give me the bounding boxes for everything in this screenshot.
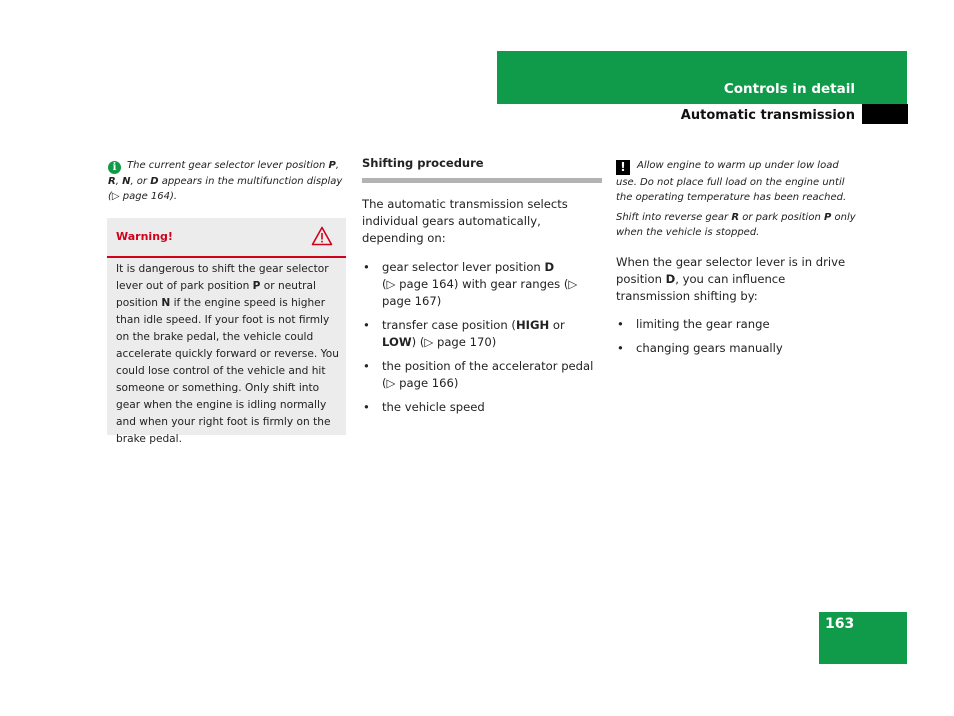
drive-text: When the gear selector lever is in drive position (616, 255, 846, 286)
caution-bold: P (823, 212, 832, 223)
list-item: • changing gears manually (616, 340, 856, 357)
list-item (362, 358, 602, 392)
caution-text: Shift into reverse gear (616, 212, 732, 223)
list-item (362, 317, 602, 351)
item-bold: LOW (382, 335, 412, 349)
item-text: ) (▷ page 170) (411, 335, 497, 349)
item-text: (▷ page 164) with gear ranges (▷ page 167) (382, 277, 578, 308)
info-icon: i (108, 161, 121, 174)
note-text: , (335, 160, 340, 171)
list-item: • limiting the gear range (616, 316, 856, 333)
page-number: 163 (825, 616, 855, 632)
warning-title: Warning! (116, 230, 173, 243)
drive-body (616, 254, 856, 357)
factor-list (362, 259, 602, 416)
warning-box (107, 218, 346, 445)
drive-paragraph (616, 254, 856, 305)
warning-bold: P (252, 280, 261, 292)
warning-bold: N (161, 297, 171, 309)
note-text: The current gear selector lever position (127, 160, 329, 171)
warning-text-part: It is dangerous to shift the gear selector lever out of park position (116, 263, 329, 292)
note-bold: N (122, 176, 131, 187)
drive-text: , you can influence transmission shifting by: (616, 272, 786, 303)
item-text: or (549, 318, 565, 332)
warning-triangle-icon (311, 226, 333, 246)
caution-paragraph (616, 158, 856, 205)
caution-text: Allow engine to warm up under low load use. Do not place full load on the engine until the operating temperature has been reached. (616, 160, 847, 203)
caution-note (616, 158, 856, 240)
drive-section (616, 158, 856, 364)
note-bold: R (108, 176, 116, 187)
item-text: transfer case position ( (382, 318, 516, 332)
drive-bold: D (665, 272, 676, 286)
warning-header (107, 218, 346, 258)
caution-bold: R (731, 212, 740, 223)
item-text: the position of the accelerator pedal (▷ page 166) (382, 359, 594, 390)
warning-text-part: or neutral position (116, 280, 316, 309)
section-heading: Shifting procedure (362, 155, 602, 183)
item-bold: D (544, 260, 555, 274)
intro-paragraph: The automatic transmission selects individual gears automatically, depending on: (362, 197, 568, 245)
caution-text: or park position (739, 212, 824, 223)
shifting-procedure-section (362, 155, 602, 423)
note-text: , (115, 176, 123, 187)
warning-text (116, 261, 341, 448)
page-number-box (819, 612, 907, 664)
note-text: appears in the multifunction display (▷ page 164). (108, 176, 343, 202)
chapter-tab (862, 104, 908, 124)
item-text: the vehicle speed (382, 400, 485, 414)
header-band (497, 51, 907, 104)
item-bold: HIGH (515, 318, 550, 332)
list-item (362, 399, 602, 416)
caution-paragraph (616, 210, 856, 240)
page-subtitle: Automatic transmission (680, 108, 855, 123)
note-text: , or (130, 176, 151, 187)
list-item (362, 259, 602, 310)
influence-list (616, 316, 856, 357)
section-title-header: Controls in detail (723, 81, 855, 97)
exclamation-icon: ! (616, 160, 630, 175)
item-text: gear selector lever position (382, 260, 545, 274)
caution-text: only when the vehicle is stopped. (616, 212, 856, 238)
note-bold: P (328, 160, 336, 171)
info-note (108, 158, 346, 204)
warning-text-part: if the engine speed is higher than idle speed. If your foot is not firmly on the brake pedal, the vehicle could accelerate quickly forward or reverse. You could lose control of the vehicle and hit someone or something. Only shift into gear when the engine is idling normally and when your right foot is firmly on the brake pedal. (116, 297, 339, 445)
note-bold: D (150, 176, 159, 187)
